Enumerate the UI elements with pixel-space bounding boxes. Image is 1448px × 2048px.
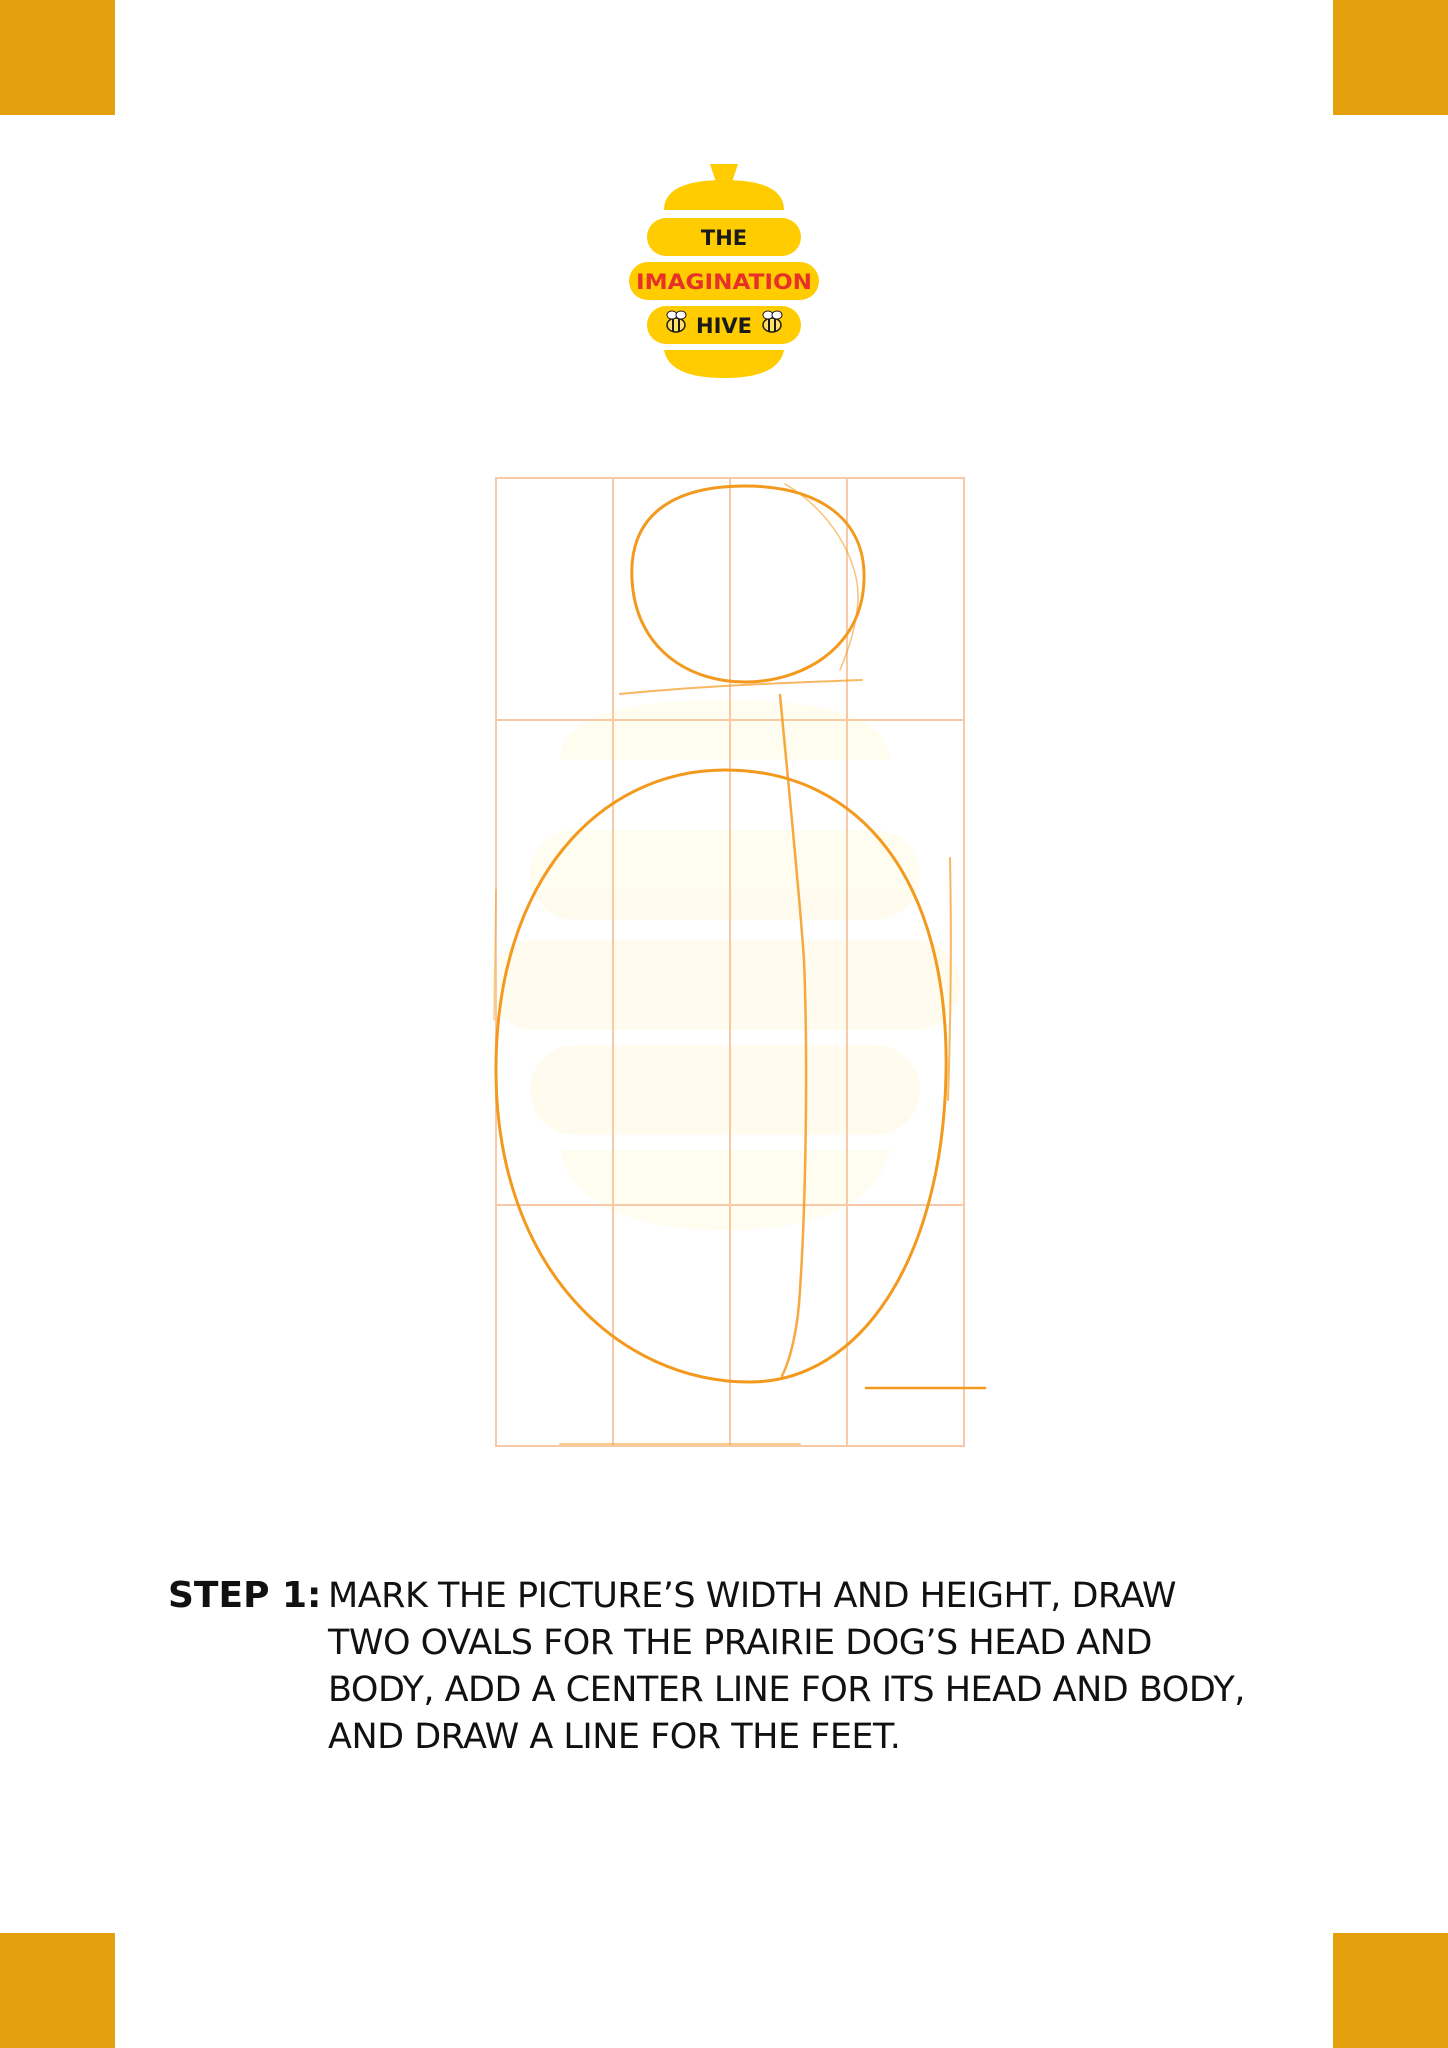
step-text: MARK THE PICTURE’S WIDTH AND HEIGHT, DRAW TWO OVALS FOR THE PRAIRIE DOG’S HEAD AND BODY, ADD A CENTER LINE FOR ITS HEAD AND BODY, AND DRAW A LINE FOR THE FEET. — [328, 1576, 1245, 1757]
logo-text-imagination: IMAGINATION — [636, 270, 812, 294]
corner-decoration-bottom-right — [1333, 1933, 1448, 2048]
corner-decoration-bottom-left — [0, 1933, 115, 2048]
head-oval — [632, 486, 864, 682]
center-line — [780, 695, 806, 1376]
logo-text-hive: HIVE — [696, 314, 752, 338]
logo-text-the: THE — [700, 226, 748, 250]
watermark-logo — [490, 700, 960, 1230]
step-label: STEP 1: — [168, 1575, 322, 1616]
